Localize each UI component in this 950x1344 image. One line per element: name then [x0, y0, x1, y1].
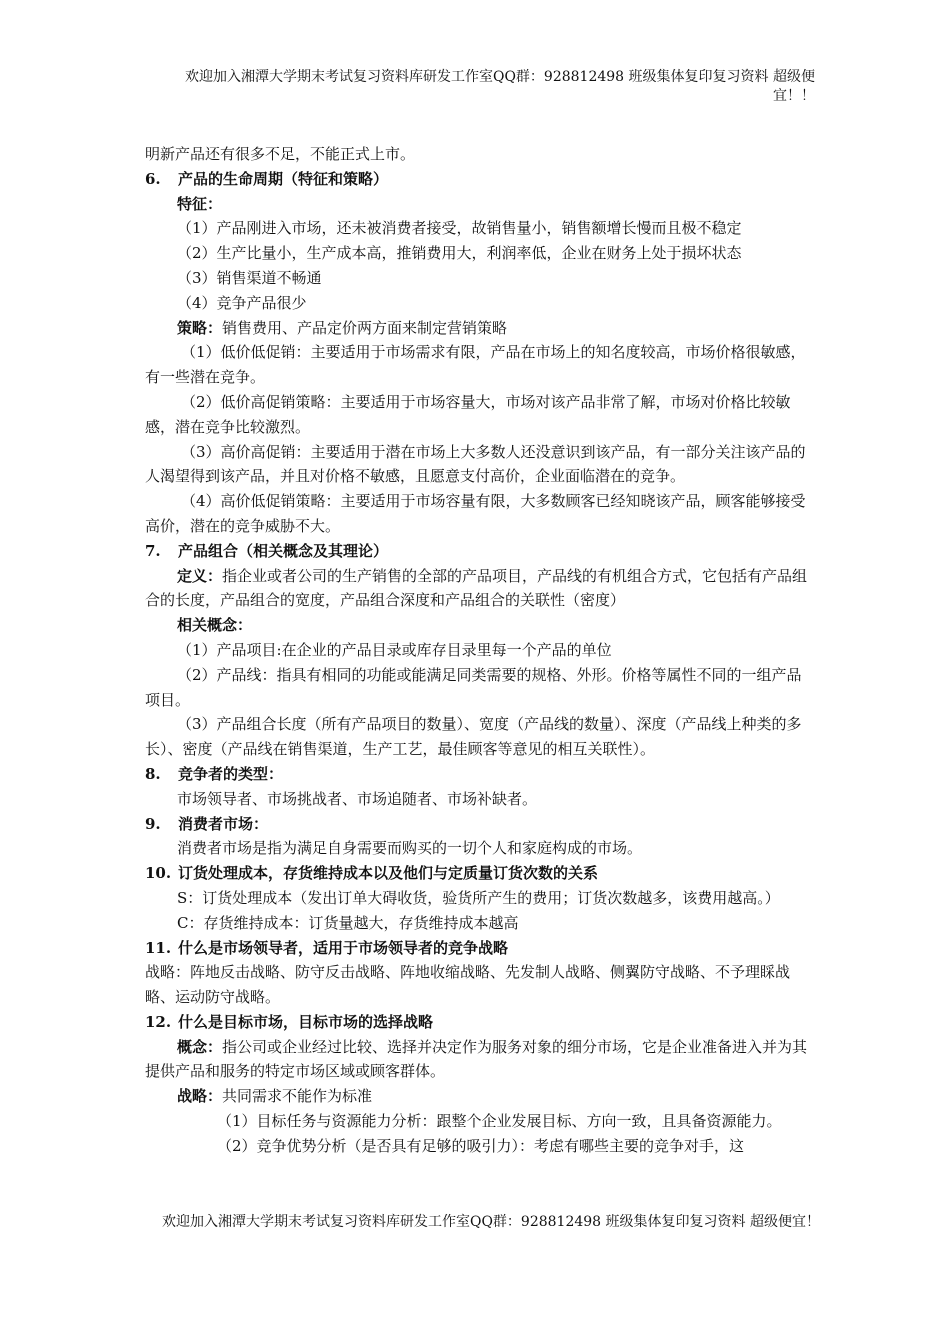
concept-item: （1）产品项目:在企业的产品目录或库存目录里每一个产品的单位: [177, 640, 612, 659]
section-9-heading: [145, 812, 810, 837]
section-title: 消费者市场：: [178, 814, 269, 833]
section-number: 6.: [145, 169, 161, 188]
strategy-item: （2）竞争优势分析（是否具有足够的吸引力）：考虑有哪些主要的竞争对手，这: [217, 1136, 745, 1155]
concept-item: （3）产品组合长度（所有产品项目的数量）、宽度（产品线的数量）、深度（产品线上种类的多长）、密度（产品线在销售渠道，生产工艺，最佳顾客等意见的相互关联性）。: [145, 715, 802, 759]
strategy-line: [145, 316, 810, 341]
section-10-heading: [145, 861, 810, 886]
section-12-heading: [145, 1010, 810, 1035]
strategy-label: 策略：: [177, 318, 223, 337]
strategy-text: 共同需求不能作为标准: [222, 1087, 373, 1106]
definition-paragraph: [145, 564, 810, 614]
document-body: [145, 142, 810, 1159]
feature-item: （1）产品刚进入市场，还未被消费者接受，故销售量小，销售额增长慢而且极不稳定: [177, 219, 742, 238]
section-number: 10.: [145, 864, 172, 883]
header-line-2: 宜！！: [773, 88, 815, 104]
strategy-text: 销售费用、产品定价两方面来制定营销策略: [222, 318, 508, 337]
paragraph-continuation: 明新产品还有很多不足，不能正式上市。: [145, 145, 416, 163]
concept-label: 概念：: [177, 1037, 223, 1056]
feature-item: （3）销售渠道不畅通: [177, 268, 322, 287]
strategy-item: （1）低价低促销：主要适用于市场需求有限，产品在市场上的知名度较高，市场价格很敏感，有一些潜在竞争。: [145, 343, 806, 387]
definition-label: 定义：: [177, 566, 223, 585]
header-line-1: 欢迎加入湘潭大学期末考试复习资料库研发工作室QQ群：928812498 班级集体复印复习资料 超级便: [184, 69, 815, 85]
concept-item: （2）产品线：指具有相同的功能或能满足同类需要的规格、外形。价格等属性不同的一组产品项目。: [145, 665, 802, 709]
section-title: 订货处理成本，存货维持成本以及他们与定质量订货次数的关系: [178, 864, 599, 883]
section-6-heading: [145, 167, 810, 192]
section-number: 11.: [145, 938, 172, 957]
strategy-item: （2）低价高促销策略：主要适用于市场容量大，市场对该产品非常了解，市场对价格比较敏感，潜在竞争比较激烈。: [145, 392, 791, 436]
section-8-heading: [145, 762, 810, 787]
strategy-line: [145, 1084, 810, 1109]
section-title: 产品的生命周期（特征和策略）: [178, 169, 389, 188]
feature-item: （2）生产比量小，生产成本高，推销费用大，利润率低，企业在财务上处于损坏状态: [177, 244, 742, 263]
section-number: 12.: [145, 1012, 172, 1031]
section-number: 7.: [145, 541, 161, 560]
section-11-text: 战略：阵地反击战略、防守反击战略、阵地收缩战略、先发制人战略、侧翼防守战略、不予理睬战略、运动防守战略。: [145, 963, 791, 1007]
section-10-text-c: C：存货维持成本：订货量越大，存货维持成本越高: [177, 913, 519, 932]
section-title: 产品组合（相关概念及其理论）: [178, 541, 389, 560]
strategy-item: （3）高价高促销：主要适用于潜在市场上大多数人还没意识到该产品，有一部分关注该产品的人渴望得到该产品，并且对价格不敏感，且愿意支付高价，企业面临潜在的竞争。: [145, 442, 806, 486]
features-label: 特征：: [177, 194, 223, 213]
strategy-label: 战略：: [177, 1087, 223, 1106]
section-title: 什么是目标市场，目标市场的选择战略: [178, 1012, 434, 1031]
strategy-item: （1）目标任务与资源能力分析：跟整个企业发展目标、方向一致，且具备资源能力。: [217, 1112, 782, 1131]
strategy-item: （4）高价低促销策略：主要适用于市场容量有限，大多数顾客已经知晓该产品，顾客能够接受高价，潜在的竞争威胁不大。: [145, 492, 806, 535]
section-10-text-s: S：订货处理成本（发出订单大碍收货，验货所产生的费用；订货次数越多，该费用越高。）: [177, 888, 780, 907]
page-header: [150, 68, 815, 106]
section-title: 竞争者的类型：: [178, 764, 284, 783]
section-number: 9.: [145, 814, 161, 833]
concept-text: 指公司或企业经过比较、选择并决定作为服务对象的细分市场，它是企业准备进入并为其提供产品和服务的特定市场区域或顾客群体。: [145, 1037, 808, 1081]
section-7-heading: [145, 539, 810, 564]
section-title: 什么是市场领导者，适用于市场领导者的竞争战略: [178, 938, 509, 957]
section-8-text: 市场领导者、市场挑战者、市场追随者、市场补缺者。: [177, 789, 538, 808]
feature-item: （4）竞争产品很少: [177, 293, 307, 312]
section-number: 8.: [145, 764, 161, 783]
section-9-text: 消费者市场是指为满足自身需要而购买的一切个人和家庭构成的市场。: [177, 839, 643, 858]
section-11-heading: [145, 936, 810, 961]
related-concepts-label: 相关概念：: [177, 616, 253, 635]
page-footer: 欢迎加入湘潭大学期末考试复习资料库研发工作室QQ群：928812498 班级集体复印复习资料 超级便宜！: [161, 1214, 820, 1230]
definition-text: 指企业或者公司的生产销售的全部的产品项目，产品线的有机组合方式，它包括有产品组合的长度，产品组合的宽度，产品组合深度和产品组合的关联性（密度）: [145, 566, 808, 610]
concept-paragraph: [145, 1035, 810, 1085]
